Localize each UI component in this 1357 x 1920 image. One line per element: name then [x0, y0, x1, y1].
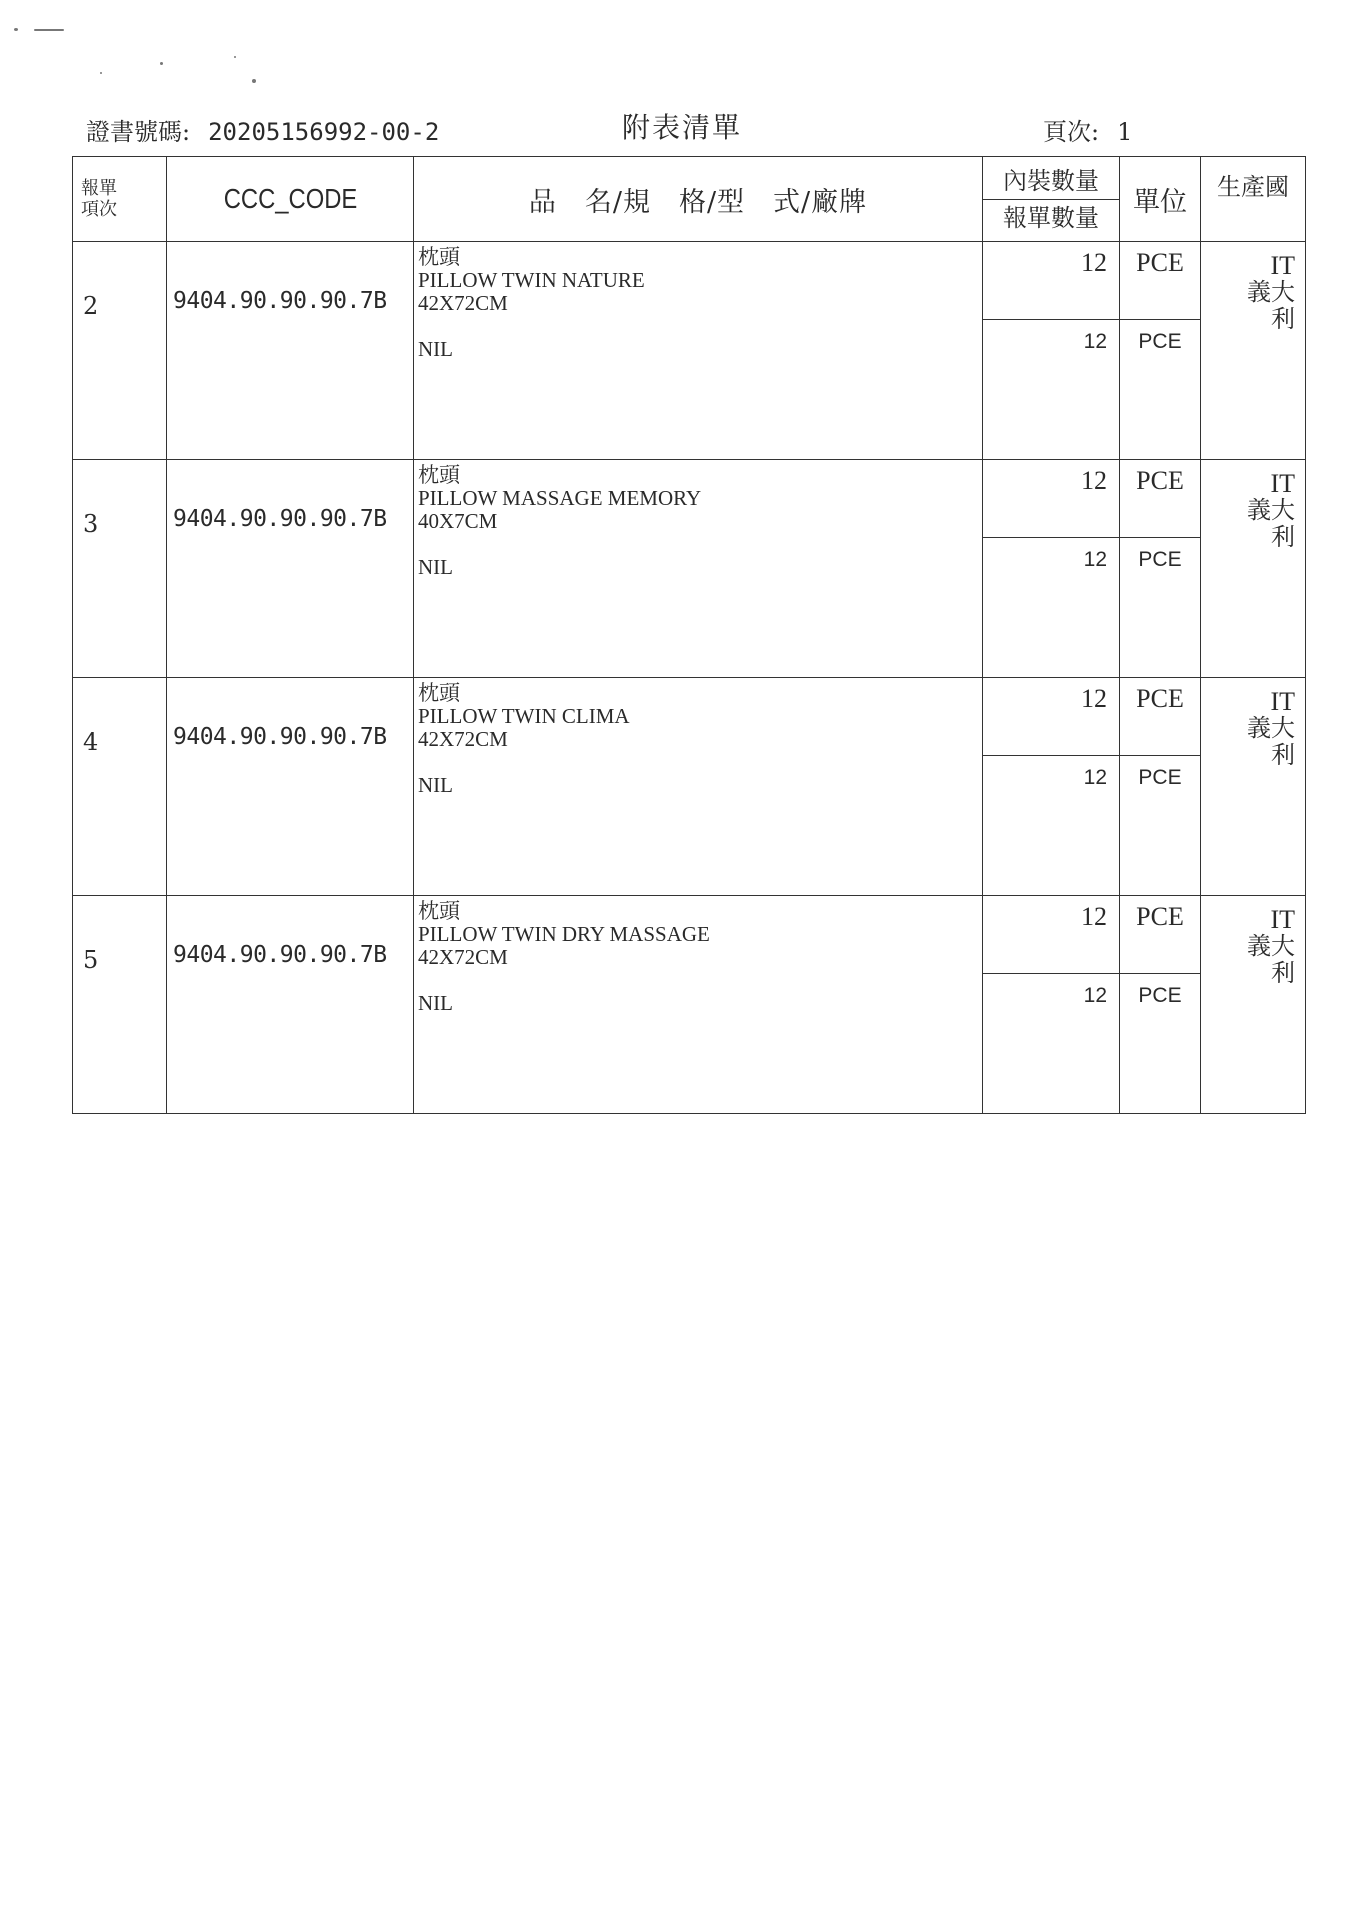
origin-name-line-1: 義大 [1247, 932, 1295, 960]
origin-code: IT [1270, 687, 1295, 716]
item-brand: NIL [418, 773, 453, 797]
table-header-row [73, 157, 1306, 242]
item-name-zh: 枕頭 [418, 899, 460, 923]
origin-name-line-1: 義大 [1247, 278, 1295, 306]
item-name-zh: 枕頭 [418, 681, 460, 705]
quantity-cell [983, 896, 1120, 1114]
item-number: 3 [73, 460, 167, 678]
qty-inner: 12 [983, 460, 1119, 538]
unit-cell [1120, 896, 1201, 1114]
scan-speck [100, 72, 102, 74]
page-number: 1 [1117, 118, 1133, 146]
qty-inner: 12 [983, 896, 1119, 974]
table-row [73, 460, 1306, 678]
item-description [414, 242, 983, 460]
table-row [73, 678, 1306, 896]
header-ccc-code: CCC_CODE [185, 157, 395, 242]
document-title: 附表清單 [622, 111, 743, 144]
origin-code: IT [1270, 905, 1295, 934]
unit-declared: PCE [1138, 548, 1182, 571]
origin-cell [1201, 896, 1306, 1114]
scan-speck [234, 56, 236, 58]
qty-declared: 12 [1083, 330, 1107, 353]
header-item-no: 報單 項次 [73, 157, 167, 242]
item-name-en: PILLOW TWIN CLIMA [418, 704, 630, 728]
unit-inner: PCE [1120, 242, 1200, 320]
header-description: 品 名/規 格/型 式/廠牌 [414, 157, 983, 242]
header-unit: 單位 [1120, 157, 1201, 242]
table-row [73, 242, 1306, 460]
quantity-cell [983, 242, 1120, 460]
origin-name-line-2: 利 [1271, 305, 1295, 333]
origin-name-line-2: 利 [1271, 741, 1295, 769]
ccc-code: 9404.90.90.90.7B [167, 678, 414, 896]
qty-declared: 12 [1083, 766, 1107, 789]
item-description [414, 896, 983, 1114]
unit-cell [1120, 460, 1201, 678]
origin-name-line-2: 利 [1271, 959, 1295, 987]
qty-inner: 12 [983, 678, 1119, 756]
item-brand: NIL [418, 337, 453, 361]
origin-name-line-1: 義大 [1247, 714, 1295, 742]
qty-inner: 12 [983, 242, 1119, 320]
page-number-line [1043, 112, 1132, 147]
unit-declared: PCE [1138, 984, 1182, 1007]
qty-declared: 12 [1083, 548, 1107, 571]
item-number: 5 [73, 896, 167, 1114]
ccc-code: 9404.90.90.90.7B [167, 896, 414, 1114]
ccc-code: 9404.90.90.90.7B [167, 242, 414, 460]
item-number: 2 [73, 242, 167, 460]
certificate-label: 證書號碼: [86, 118, 191, 146]
origin-cell [1201, 242, 1306, 460]
item-brand: NIL [418, 991, 453, 1015]
item-size: 42X72CM [418, 945, 508, 969]
unit-declared: PCE [1138, 330, 1182, 353]
page-label: 頁次: [1043, 118, 1100, 146]
item-table [72, 156, 1306, 1114]
item-name-en: PILLOW TWIN DRY MASSAGE [418, 922, 710, 946]
item-name-zh: 枕頭 [418, 245, 460, 269]
scan-speck [252, 79, 256, 83]
item-name-zh: 枕頭 [418, 463, 460, 487]
header-qty-inner: 內裝數量 [983, 163, 1119, 200]
unit-inner: PCE [1120, 460, 1200, 538]
qty-declared: 12 [1083, 984, 1107, 1007]
item-name-en: PILLOW TWIN NATURE [418, 268, 645, 292]
ccc-code: 9404.90.90.90.7B [167, 460, 414, 678]
item-name-en: PILLOW MASSAGE MEMORY [418, 486, 702, 510]
unit-inner: PCE [1120, 678, 1200, 756]
header-quantity [983, 157, 1120, 242]
scan-speck [14, 28, 18, 31]
origin-cell [1201, 460, 1306, 678]
header-qty-declared: 報單數量 [1003, 203, 1099, 232]
origin-cell [1201, 678, 1306, 896]
header-origin: 生產國 [1201, 157, 1306, 242]
table-row [73, 896, 1306, 1114]
origin-code: IT [1270, 251, 1295, 280]
unit-declared: PCE [1138, 766, 1182, 789]
scan-speck [34, 29, 64, 31]
quantity-cell [983, 460, 1120, 678]
item-brand: NIL [418, 555, 453, 579]
unit-inner: PCE [1120, 896, 1200, 974]
item-description [414, 460, 983, 678]
origin-name-line-1: 義大 [1247, 496, 1295, 524]
scan-speck [160, 62, 163, 65]
certificate-number-line [86, 112, 439, 147]
item-description [414, 678, 983, 896]
item-size: 42X72CM [418, 727, 508, 751]
quantity-cell [983, 678, 1120, 896]
origin-name-line-2: 利 [1271, 523, 1295, 551]
origin-code: IT [1270, 469, 1295, 498]
item-number: 4 [73, 678, 167, 896]
certificate-number: 20205156992-00-2 [208, 118, 440, 146]
item-size: 40X7CM [418, 509, 498, 533]
unit-cell [1120, 678, 1201, 896]
item-size: 42X72CM [418, 291, 508, 315]
unit-cell [1120, 242, 1201, 460]
